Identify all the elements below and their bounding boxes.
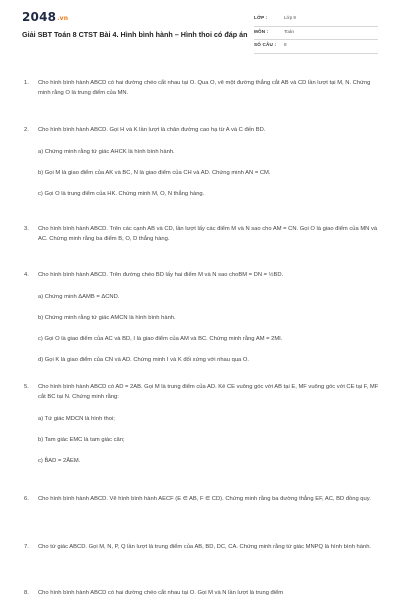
question-number: 8. bbox=[24, 590, 29, 596]
info-label: LỚP : bbox=[254, 15, 268, 20]
info-value: Lớp 8 bbox=[284, 15, 296, 20]
question-number: 7. bbox=[24, 544, 29, 550]
question-text: Cho tứ giác ABCD. Gọi M, N, P, Q lần lượt là trung điểm của AB, BD, DC, CA. Chứng minh rằng tứ giác MNPQ là hình bình hành. bbox=[38, 544, 372, 550]
logo-text: 2048 bbox=[22, 10, 57, 24]
document-title: Giải SBT Toán 8 CTST Bài 4. Hình bình hành – Hình thoi có đáp án bbox=[22, 30, 248, 39]
sub-question: b) Tam giác EMC là tam giác cân; bbox=[38, 437, 125, 443]
sub-question: c) B̂AD = 2ÂEM. bbox=[38, 458, 81, 464]
question-number: 2. bbox=[24, 127, 29, 133]
sub-question: b) Gọi M là giao điểm của AK và BC, N là giao điểm của CH và AD. Chứng minh AN = CM. bbox=[38, 170, 271, 176]
info-value: 8 bbox=[284, 42, 287, 47]
info-panel bbox=[254, 13, 378, 54]
info-row-class bbox=[254, 13, 378, 27]
info-value: Toán bbox=[284, 28, 294, 34]
question-number: 4. bbox=[24, 272, 29, 278]
sub-question: a) Chứng minh rằng tứ giác AHCK là hình bình hành. bbox=[38, 149, 175, 155]
question-text: Cho hình bình hành ABCD có hai đường chéo cắt nhau tại O. Gọi M và N lần lượt là trung điểm bbox=[38, 590, 284, 596]
question-text: Cho hình bình hành ABCD. Vẽ hình bình hành AECF (E ∈ AB, F ∈ CD). Chứng minh rằng ba đường thẳng EF, AC, BD đồng quy. bbox=[38, 496, 371, 502]
logo-suffix: .vn bbox=[57, 15, 69, 22]
info-label: MÔN : bbox=[254, 28, 269, 34]
question-text: Cho hình bình hành ABCD. Trên đường chéo BD lấy hai điểm M và N sao choBM = DN = ½BD. bbox=[38, 272, 284, 278]
info-row-subject bbox=[254, 27, 378, 41]
question-text: Cho hình bình hành ABCD. Trên các cạnh AB và CD, lần lượt lấy các điểm M và N sao cho AM = CN. Gọi O là giao điểm của MN và AC. Chứng minh rằng ba điểm B, O, D thẳng hàng. bbox=[38, 226, 378, 242]
sub-question: a) Tứ giác MDCN là hình thoi; bbox=[38, 416, 115, 422]
sub-question: a) Chứng minh ΔAMB = ΔCND. bbox=[38, 294, 120, 300]
sub-question: d) Gọi K là giao điểm của CN và AD. Chứng minh I và K đối xứng với nhau qua O. bbox=[38, 357, 250, 363]
info-row-count bbox=[254, 40, 378, 54]
question-text: Cho hình bình hành ABCD có hai đường chéo cắt nhau tại O. Qua O, vẽ một đường thẳng cắt AB và CD lần lượt tại M, N. Chứng minh rằng O là trung điểm của MN. bbox=[38, 80, 371, 96]
question-number: 1. bbox=[24, 80, 29, 86]
info-label: SỐ CÂU : bbox=[254, 42, 277, 47]
page-header bbox=[0, 0, 400, 60]
sub-question: c) Gọi O là giao điểm của AC và BD, I là giao điểm của AM và BC. Chứng minh rằng AM = 2MI. bbox=[38, 336, 283, 342]
question-text: Cho hình bình hành ABCD có AD = 2AB. Gọi M là trung điểm của AD. Kẻ CE vuông góc với AB tại E, MF vuông góc với CE tại F, MF cắt BC tại N. Chứng minh rằng: bbox=[38, 384, 379, 400]
sub-question: b) Chứng minh rằng tứ giác AMCN là hình bình hành. bbox=[38, 315, 176, 321]
question-number: 6. bbox=[24, 496, 29, 502]
sub-question: c) Gọi O là trung điểm của HK. Chứng minh M, O, N thẳng hàng. bbox=[38, 191, 205, 197]
site-logo[interactable] bbox=[22, 10, 68, 24]
question-number: 3. bbox=[24, 226, 29, 232]
question-text: Cho hình bình hành ABCD. Gọi H và K lần lượt là chân đường cao hạ từ A và C đến BD. bbox=[38, 127, 266, 133]
question-number: 5. bbox=[24, 384, 29, 390]
